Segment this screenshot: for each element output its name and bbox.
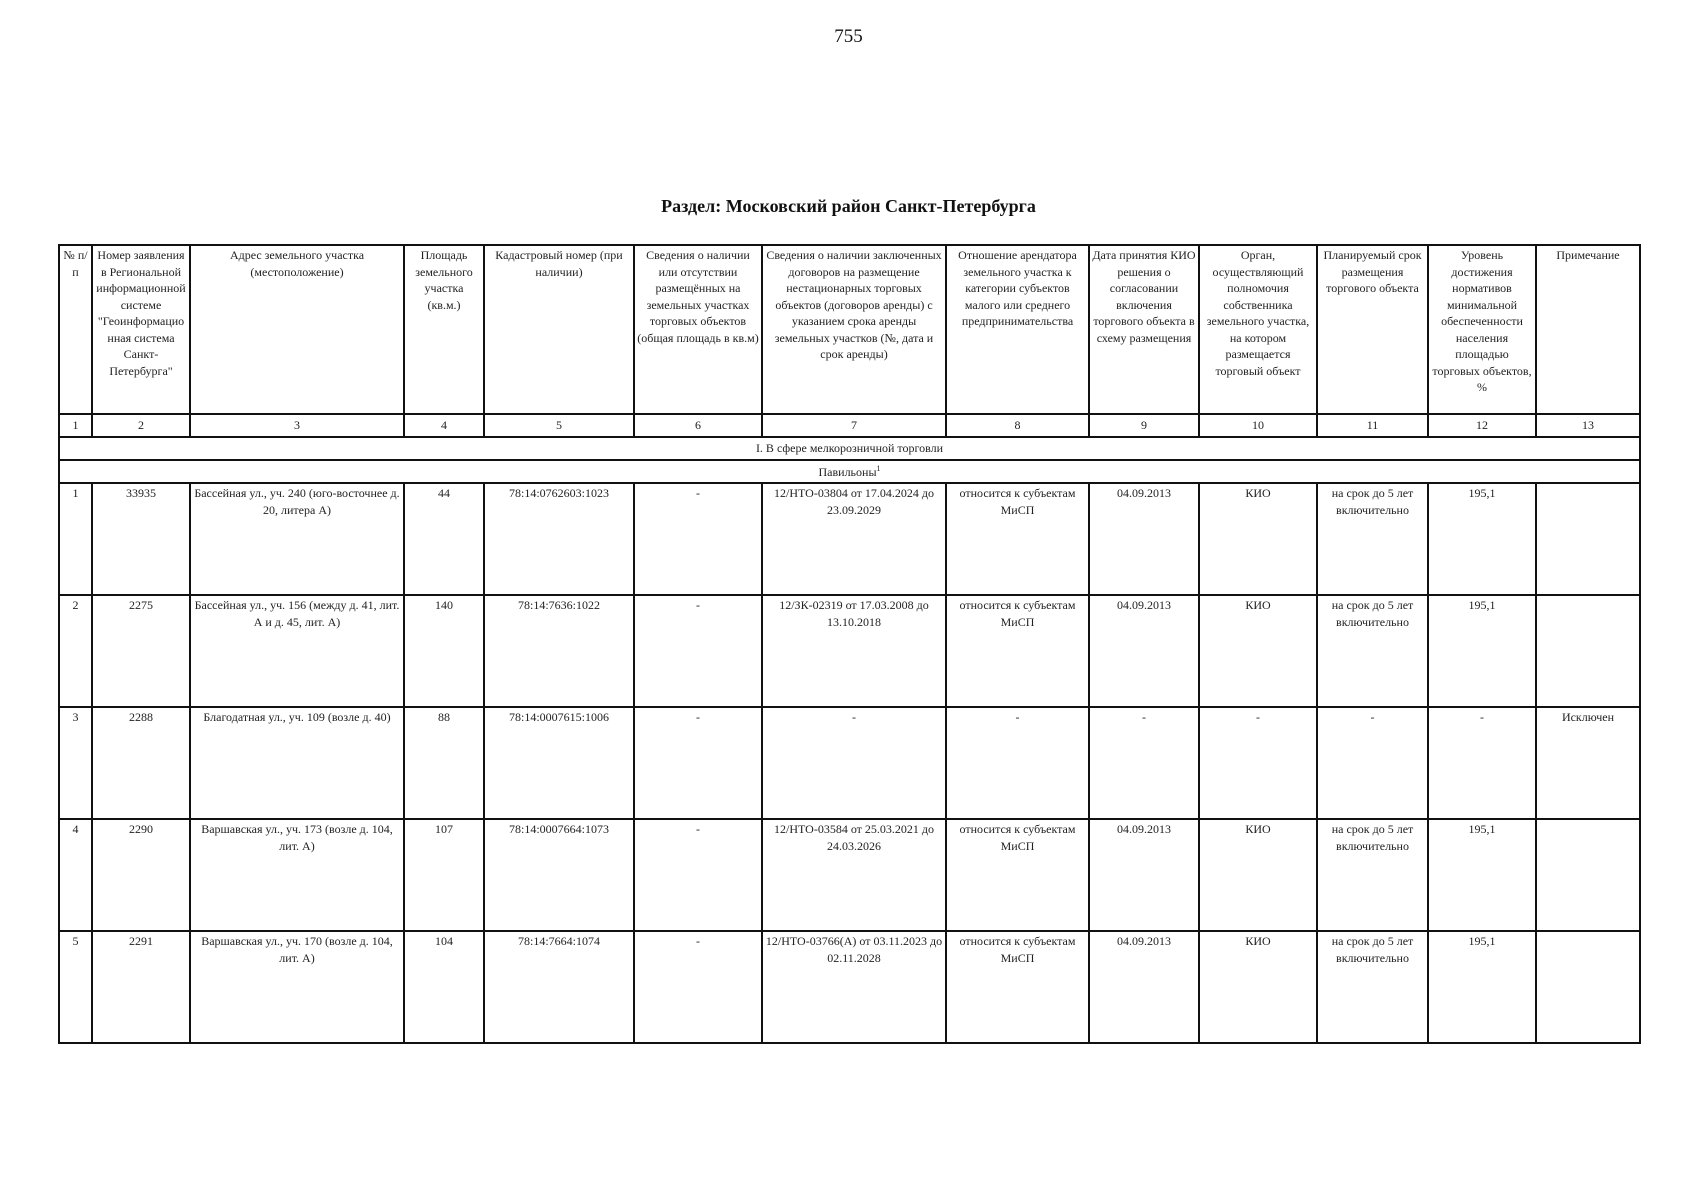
- application-number: 2290: [92, 819, 190, 931]
- note: Исключен: [1536, 707, 1640, 819]
- existing-objects: -: [634, 707, 762, 819]
- section-title: Раздел: Московский район Санкт-Петербурга: [661, 196, 1036, 216]
- header-row: [59, 245, 1640, 414]
- column-number: 12: [1428, 414, 1536, 437]
- subgroup-title: Павильоны: [818, 464, 877, 479]
- column-header: Сведения о наличии или отсутствии размещённых на земельных участках торговых объектов (общая площадь в кв.м): [634, 245, 762, 414]
- existing-objects: -: [634, 819, 762, 931]
- decision-date: 04.09.2013: [1089, 819, 1199, 931]
- column-number: 8: [946, 414, 1089, 437]
- column-number: 5: [484, 414, 634, 437]
- table-row: [59, 595, 1640, 707]
- application-number: 2288: [92, 707, 190, 819]
- note: [1536, 595, 1640, 707]
- sme-status: относится к субъектам МиСП: [946, 931, 1089, 1043]
- note: [1536, 483, 1640, 595]
- area: 88: [404, 707, 484, 819]
- row-number: 5: [59, 931, 92, 1043]
- authority: -: [1199, 707, 1317, 819]
- column-header: Адрес земельного участка (местоположение): [190, 245, 404, 414]
- area: 44: [404, 483, 484, 595]
- table-row: [59, 819, 1640, 931]
- column-header: Площадь земельного участка (кв.м.): [404, 245, 484, 414]
- application-number: 2291: [92, 931, 190, 1043]
- note: [1536, 819, 1640, 931]
- existing-objects: -: [634, 931, 762, 1043]
- area: 140: [404, 595, 484, 707]
- subgroup-cell: [59, 460, 1640, 483]
- provision-level: 195,1: [1428, 931, 1536, 1043]
- contracts: -: [762, 707, 946, 819]
- column-header: Отношение арендатора земельного участка к категории субъектов малого или среднего предпринимательства: [946, 245, 1089, 414]
- decision-date: 04.09.2013: [1089, 595, 1199, 707]
- note: [1536, 931, 1640, 1043]
- placement-term: на срок до 5 лет включительно: [1317, 819, 1428, 931]
- contracts: 12/НТО-03766(А) от 03.11.2023 до 02.11.2028: [762, 931, 946, 1043]
- sme-status: -: [946, 707, 1089, 819]
- cadastral-number: 78:14:0762603:1023: [484, 483, 634, 595]
- area: 107: [404, 819, 484, 931]
- table-row: [59, 707, 1640, 819]
- contracts: 12/НТО-03584 от 25.03.2021 до 24.03.2026: [762, 819, 946, 931]
- decision-date: 04.09.2013: [1089, 483, 1199, 595]
- column-number: 13: [1536, 414, 1640, 437]
- provision-level: 195,1: [1428, 595, 1536, 707]
- column-header: № п/п: [59, 245, 92, 414]
- column-number-row: [59, 414, 1640, 437]
- group-row: [59, 437, 1640, 460]
- placement-term: на срок до 5 лет включительно: [1317, 483, 1428, 595]
- provision-level: 195,1: [1428, 819, 1536, 931]
- provision-level: -: [1428, 707, 1536, 819]
- column-number: 4: [404, 414, 484, 437]
- address: Варшавская ул., уч. 173 (возле д. 104, лит. А): [190, 819, 404, 931]
- column-number: 10: [1199, 414, 1317, 437]
- page-number: 755: [834, 26, 863, 47]
- placement-term: на срок до 5 лет включительно: [1317, 931, 1428, 1043]
- row-number: 2: [59, 595, 92, 707]
- sme-status: относится к субъектам МиСП: [946, 595, 1089, 707]
- application-number: 2275: [92, 595, 190, 707]
- cadastral-number: 78:14:7664:1074: [484, 931, 634, 1043]
- placement-term: -: [1317, 707, 1428, 819]
- address: Варшавская ул., уч. 170 (возле д. 104, лит. А): [190, 931, 404, 1043]
- address: Бассейная ул., уч. 156 (между д. 41, лит. А и д. 45, лит. А): [190, 595, 404, 707]
- sme-status: относится к субъектам МиСП: [946, 483, 1089, 595]
- table-row: [59, 931, 1640, 1043]
- authority: КИО: [1199, 595, 1317, 707]
- column-number: 6: [634, 414, 762, 437]
- area: 104: [404, 931, 484, 1043]
- table-row: [59, 483, 1640, 595]
- authority: КИО: [1199, 483, 1317, 595]
- existing-objects: -: [634, 483, 762, 595]
- existing-objects: -: [634, 595, 762, 707]
- column-number: 3: [190, 414, 404, 437]
- column-number: 1: [59, 414, 92, 437]
- group-title: I. В сфере мелкорозничной торговли: [59, 437, 1640, 460]
- column-header: Планируемый срок размещения торгового объекта: [1317, 245, 1428, 414]
- authority: КИО: [1199, 931, 1317, 1043]
- application-number: 33935: [92, 483, 190, 595]
- subgroup-row: [59, 460, 1640, 483]
- contracts: 12/ЗК-02319 от 17.03.2008 до 13.10.2018: [762, 595, 946, 707]
- registry-table: [58, 244, 1641, 1044]
- column-number: 7: [762, 414, 946, 437]
- sme-status: относится к субъектам МиСП: [946, 819, 1089, 931]
- row-number: 4: [59, 819, 92, 931]
- column-header: Примечание: [1536, 245, 1640, 414]
- column-header: Дата принятия КИО решения о согласовании включения торгового объекта в схему размещения: [1089, 245, 1199, 414]
- column-header: Орган, осуществляющий полномочия собственника земельного участка, на котором размещается торговый объект: [1199, 245, 1317, 414]
- row-number: 3: [59, 707, 92, 819]
- row-number: 1: [59, 483, 92, 595]
- provision-level: 195,1: [1428, 483, 1536, 595]
- contracts: 12/НТО-03804 от 17.04.2024 до 23.09.2029: [762, 483, 946, 595]
- column-number: 9: [1089, 414, 1199, 437]
- decision-date: 04.09.2013: [1089, 931, 1199, 1043]
- authority: КИО: [1199, 819, 1317, 931]
- column-header: Уровень достижения нормативов минимальной обеспеченности населения площадью торговых объектов, %: [1428, 245, 1536, 414]
- placement-term: на срок до 5 лет включительно: [1317, 595, 1428, 707]
- column-header: Сведения о наличии заключенных договоров на размещение нестационарных торговых объектов (договоров аренды) с указанием срока аренды земельных участков (№, дата и срок аренды): [762, 245, 946, 414]
- address: Бассейная ул., уч. 240 (юго-восточнее д. 20, литера А): [190, 483, 404, 595]
- decision-date: -: [1089, 707, 1199, 819]
- cadastral-number: 78:14:0007664:1073: [484, 819, 634, 931]
- cadastral-number: 78:14:7636:1022: [484, 595, 634, 707]
- column-number: 2: [92, 414, 190, 437]
- cadastral-number: 78:14:0007615:1006: [484, 707, 634, 819]
- column-header: Номер заявления в Региональной информационной системе "Геоинформационная система Санкт-Петербурга": [92, 245, 190, 414]
- column-number: 11: [1317, 414, 1428, 437]
- column-header: Кадастровый номер (при наличии): [484, 245, 634, 414]
- address: Благодатная ул., уч. 109 (возле д. 40): [190, 707, 404, 819]
- footnote-marker: 1: [876, 463, 881, 473]
